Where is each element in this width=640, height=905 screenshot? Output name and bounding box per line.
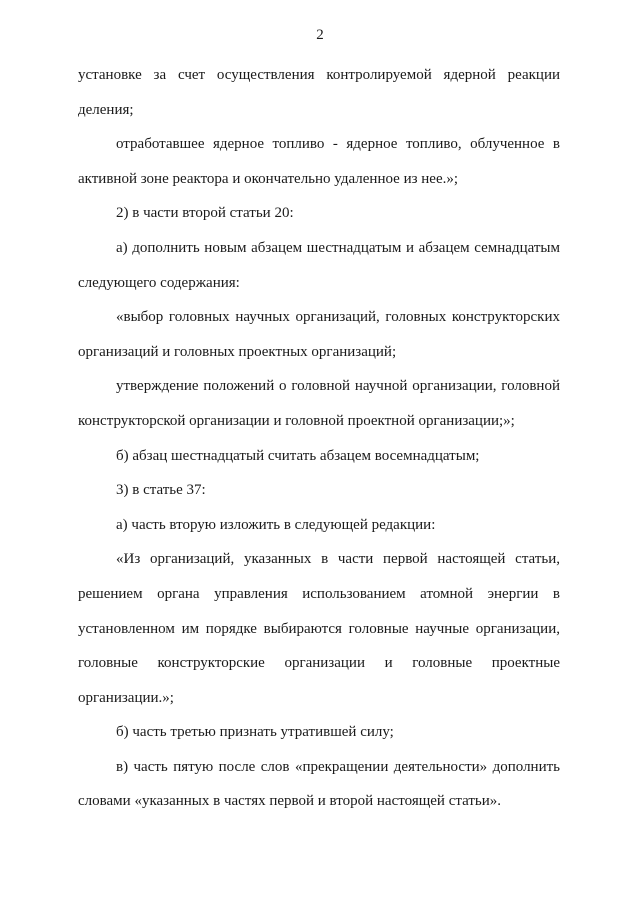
paragraph: установке за счет осуществления контролируемой ядерной реакции деления; xyxy=(78,67,560,118)
paragraph: б) абзац шестнадцатый считать абзацем восемнадцатым; xyxy=(116,447,480,464)
paragraph: б) часть третью признать утратившей силу; xyxy=(116,724,394,741)
paragraph: отработавшее ядерное топливо - ядерное топливо, облученное в активной зоне реактора и окончательно удаленное из нее.»; xyxy=(78,136,560,187)
paragraph: «выбор головных научных организаций, головных конструкторских организаций и головных проектных организаций; xyxy=(78,309,560,360)
paragraph: в) часть пятую после слов «прекращении деятельности» дополнить словами «указанных в частях первой и второй настоящей статьи». xyxy=(78,758,560,810)
document-body xyxy=(78,58,560,819)
paragraph: а) дополнить новым абзацем шестнадцатым и абзацем семнадцатым следующего содержания: xyxy=(78,239,560,291)
paragraph: «Из организаций, указанных в части первой настоящей статьи, решением органа управления использованием атомной энергии в установленном им порядке выбираются головные научные организации, головные конструкторские организации и головные проектные организации.»; xyxy=(78,551,560,706)
page-number: 2 xyxy=(316,27,324,43)
paragraph: утверждение положений о головной научной организации, головной конструкторской организации и головной проектной организации;»; xyxy=(78,378,560,429)
paragraph: а) часть вторую изложить в следующей редакции: xyxy=(116,516,436,533)
paragraph: 2) в части второй статьи 20: xyxy=(116,205,294,222)
paragraph: 3) в статье 37: xyxy=(116,482,206,499)
